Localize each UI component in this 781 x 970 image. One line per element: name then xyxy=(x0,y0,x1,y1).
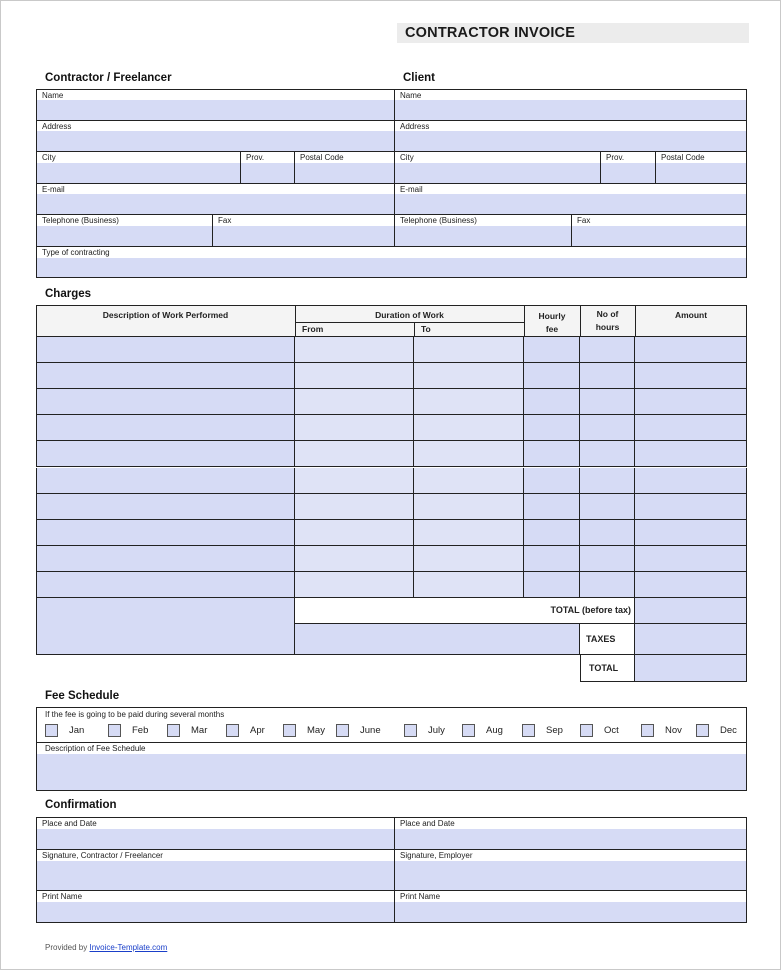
notes-field[interactable] xyxy=(36,598,295,655)
client-name-label: Name xyxy=(400,91,422,100)
fee-schedule-heading: Fee Schedule xyxy=(45,690,120,702)
from-cell[interactable] xyxy=(295,546,414,572)
table-row xyxy=(36,389,747,415)
fee-description-field[interactable] xyxy=(37,742,746,790)
desc-cell[interactable] xyxy=(36,415,295,441)
rate-cell[interactable] xyxy=(524,546,580,572)
contractor-email-label: E-mail xyxy=(42,185,65,194)
hours-cell[interactable] xyxy=(580,520,635,546)
month-label: Dec xyxy=(720,725,737,736)
client-postal-label: Postal Code xyxy=(661,153,705,162)
client-name-field[interactable] xyxy=(395,90,746,121)
checkbox-oct[interactable] xyxy=(580,724,593,737)
table-row xyxy=(36,337,747,363)
page-title: CONTRACTOR INVOICE xyxy=(405,25,576,41)
print-name-right-label: Print Name xyxy=(400,892,441,901)
month-label: June xyxy=(360,725,381,736)
table-row xyxy=(36,468,747,494)
checkbox-apr[interactable] xyxy=(226,724,239,737)
table-row xyxy=(36,441,747,467)
signature-employer-label: Signature, Employer xyxy=(400,851,473,860)
checkbox-dec[interactable] xyxy=(696,724,709,737)
col-amount-header: Amount xyxy=(674,310,708,320)
tax-notes-field[interactable] xyxy=(295,624,580,655)
contracting-type-field[interactable] xyxy=(37,247,746,277)
to-cell[interactable] xyxy=(414,389,524,415)
client-fax-field[interactable] xyxy=(572,215,746,247)
table-row xyxy=(36,363,747,389)
signature-contractor-label: Signature, Contractor / Freelancer xyxy=(42,851,163,860)
client-postal-field[interactable] xyxy=(656,152,746,184)
rate-cell[interactable] xyxy=(524,520,580,546)
amount-cell[interactable] xyxy=(635,363,747,389)
col-rate-header: Hourly xyxy=(538,311,566,321)
month-label: May xyxy=(307,725,325,736)
client-city-label: City xyxy=(400,153,414,162)
to-cell[interactable] xyxy=(414,546,524,572)
hours-cell[interactable] xyxy=(580,415,635,441)
hours-cell[interactable] xyxy=(580,363,635,389)
client-fax-label: Fax xyxy=(577,216,591,225)
month-label: Jan xyxy=(69,725,85,736)
checkbox-jan[interactable] xyxy=(45,724,58,737)
header-divider xyxy=(414,322,415,337)
contractor-prov-label: Prov. xyxy=(246,153,265,162)
checkbox-aug[interactable] xyxy=(462,724,475,737)
from-cell[interactable] xyxy=(295,389,414,415)
hours-cell[interactable] xyxy=(580,572,635,598)
to-cell[interactable] xyxy=(414,468,524,494)
rate-cell[interactable] xyxy=(524,363,580,389)
contractor-tel-field[interactable] xyxy=(37,215,213,247)
desc-cell[interactable] xyxy=(36,468,295,494)
to-cell[interactable] xyxy=(414,415,524,441)
contractor-address-label: Address xyxy=(42,122,72,131)
amount-cell[interactable] xyxy=(635,337,747,363)
client-email-field[interactable] xyxy=(395,184,746,215)
desc-cell[interactable] xyxy=(36,520,295,546)
total-label: TOTAL xyxy=(589,663,619,673)
contractor-name-field[interactable] xyxy=(37,90,395,121)
checkbox-sep[interactable] xyxy=(522,724,535,737)
amount-cell[interactable] xyxy=(635,389,747,415)
table-row xyxy=(36,546,747,572)
to-cell[interactable] xyxy=(414,494,524,520)
amount-cell[interactable] xyxy=(635,494,747,520)
amount-cell[interactable] xyxy=(635,520,747,546)
rate-cell[interactable] xyxy=(524,415,580,441)
contractor-address-field[interactable] xyxy=(37,121,395,152)
hours-cell[interactable] xyxy=(580,494,635,520)
header-divider xyxy=(295,322,524,323)
month-label: Nov xyxy=(665,725,682,736)
rate-cell[interactable] xyxy=(524,337,580,363)
place-date-right-label: Place and Date xyxy=(400,819,455,828)
from-cell[interactable] xyxy=(295,415,414,441)
amount-cell[interactable] xyxy=(635,572,747,598)
checkbox-nov[interactable] xyxy=(641,724,654,737)
month-label: Oct xyxy=(604,725,619,736)
place-date-left-field[interactable] xyxy=(37,818,395,850)
footer-prefix: Provided by xyxy=(45,943,88,952)
contractor-postal-label: Postal Code xyxy=(300,153,344,162)
amount-cell[interactable] xyxy=(635,468,747,494)
amount-cell[interactable] xyxy=(635,415,747,441)
month-label: July xyxy=(428,725,445,736)
desc-cell[interactable] xyxy=(36,337,295,363)
title-bar xyxy=(397,23,749,43)
month-label: Aug xyxy=(486,725,503,736)
desc-cell[interactable] xyxy=(36,363,295,389)
from-cell[interactable] xyxy=(295,494,414,520)
print-name-right-field[interactable] xyxy=(395,891,746,922)
amount-cell[interactable] xyxy=(635,441,747,467)
contractor-tel-label: Telephone (Business) xyxy=(42,216,119,225)
col-hours-header-2: hours xyxy=(595,322,620,332)
total-field[interactable] xyxy=(635,655,747,682)
contractor-name-label: Name xyxy=(42,91,64,100)
table-row xyxy=(36,572,747,598)
month-label: Feb xyxy=(132,725,149,736)
client-prov-label: Prov. xyxy=(606,153,625,162)
col-rate-header-2: fee xyxy=(545,324,559,334)
client-address-label: Address xyxy=(400,122,430,131)
from-cell[interactable] xyxy=(295,468,414,494)
signature-employer-field[interactable] xyxy=(395,850,746,891)
rate-cell[interactable] xyxy=(524,494,580,520)
rate-cell[interactable] xyxy=(524,441,580,467)
contact-block xyxy=(36,89,747,278)
to-cell[interactable] xyxy=(414,363,524,389)
month-label: Apr xyxy=(250,725,265,736)
rate-cell[interactable] xyxy=(524,389,580,415)
contractor-heading: Contractor / Freelancer xyxy=(45,72,172,84)
client-city-field[interactable] xyxy=(395,152,601,184)
print-name-left-field[interactable] xyxy=(37,891,395,922)
month-label: Sep xyxy=(546,725,563,736)
to-cell[interactable] xyxy=(414,572,524,598)
client-heading: Client xyxy=(403,72,435,84)
contractor-postal-field[interactable] xyxy=(295,152,395,184)
footer xyxy=(45,943,167,952)
desc-cell[interactable] xyxy=(36,572,295,598)
table-row xyxy=(36,520,747,546)
checkbox-june[interactable] xyxy=(336,724,349,737)
place-date-right-field[interactable] xyxy=(395,818,746,850)
table-row xyxy=(36,494,747,520)
total-before-tax-label: TOTAL (before tax) xyxy=(550,605,631,615)
col-desc-header: Description of Work Performed xyxy=(102,310,229,320)
col-hours-header: No of xyxy=(596,309,619,319)
contractor-city-field[interactable] xyxy=(37,152,241,184)
checkbox-mar[interactable] xyxy=(167,724,180,737)
contractor-fax-field[interactable] xyxy=(213,215,395,247)
desc-cell[interactable] xyxy=(36,546,295,572)
place-date-left-label: Place and Date xyxy=(42,819,97,828)
to-cell[interactable] xyxy=(414,441,524,467)
hours-cell[interactable] xyxy=(580,389,635,415)
from-cell[interactable] xyxy=(295,363,414,389)
checkbox-may[interactable] xyxy=(283,724,296,737)
taxes-label: TAXES xyxy=(586,634,616,644)
taxes-field[interactable] xyxy=(635,624,747,655)
fee-description-label: Description of Fee Schedule xyxy=(45,744,146,753)
fee-schedule-intro: If the fee is going to be paid during several months xyxy=(45,710,225,719)
charges-heading: Charges xyxy=(45,288,92,300)
client-prov-field[interactable] xyxy=(601,152,656,184)
checkbox-feb[interactable] xyxy=(108,724,121,737)
rate-cell[interactable] xyxy=(524,468,580,494)
month-label: Mar xyxy=(191,725,208,736)
contractor-prov-field[interactable] xyxy=(241,152,295,184)
client-email-label: E-mail xyxy=(400,185,423,194)
hours-cell[interactable] xyxy=(580,546,635,572)
from-cell[interactable] xyxy=(295,572,414,598)
contractor-fax-label: Fax xyxy=(218,216,232,225)
confirmation-block xyxy=(36,817,747,923)
from-cell[interactable] xyxy=(295,441,414,467)
col-to-header: To xyxy=(421,324,431,334)
charges-table xyxy=(36,305,747,683)
from-cell[interactable] xyxy=(295,520,414,546)
confirmation-heading: Confirmation xyxy=(45,799,117,811)
table-row xyxy=(36,415,747,441)
hours-cell[interactable] xyxy=(580,468,635,494)
to-cell[interactable] xyxy=(414,337,524,363)
from-cell[interactable] xyxy=(295,337,414,363)
desc-cell[interactable] xyxy=(36,441,295,467)
client-tel-field[interactable] xyxy=(395,215,572,247)
total-before-tax-field[interactable] xyxy=(635,598,747,624)
contractor-city-label: City xyxy=(42,153,56,162)
client-tel-label: Telephone (Business) xyxy=(400,216,477,225)
desc-cell[interactable] xyxy=(36,389,295,415)
contractor-email-field[interactable] xyxy=(37,184,395,215)
col-duration-header: Duration of Work xyxy=(375,310,444,320)
to-cell[interactable] xyxy=(414,520,524,546)
footer-link[interactable]: Invoice-Template.com xyxy=(89,943,168,952)
rate-cell[interactable] xyxy=(524,572,580,598)
desc-cell[interactable] xyxy=(36,494,295,520)
hours-cell[interactable] xyxy=(580,337,635,363)
hours-cell[interactable] xyxy=(580,441,635,467)
client-address-field[interactable] xyxy=(395,121,746,152)
col-from-header: From xyxy=(302,324,324,334)
signature-contractor-field[interactable] xyxy=(37,850,395,891)
contracting-type-label: Type of contracting xyxy=(42,248,110,257)
checkbox-july[interactable] xyxy=(404,724,417,737)
fee-schedule-block xyxy=(36,707,747,791)
amount-cell[interactable] xyxy=(635,546,747,572)
print-name-left-label: Print Name xyxy=(42,892,83,901)
